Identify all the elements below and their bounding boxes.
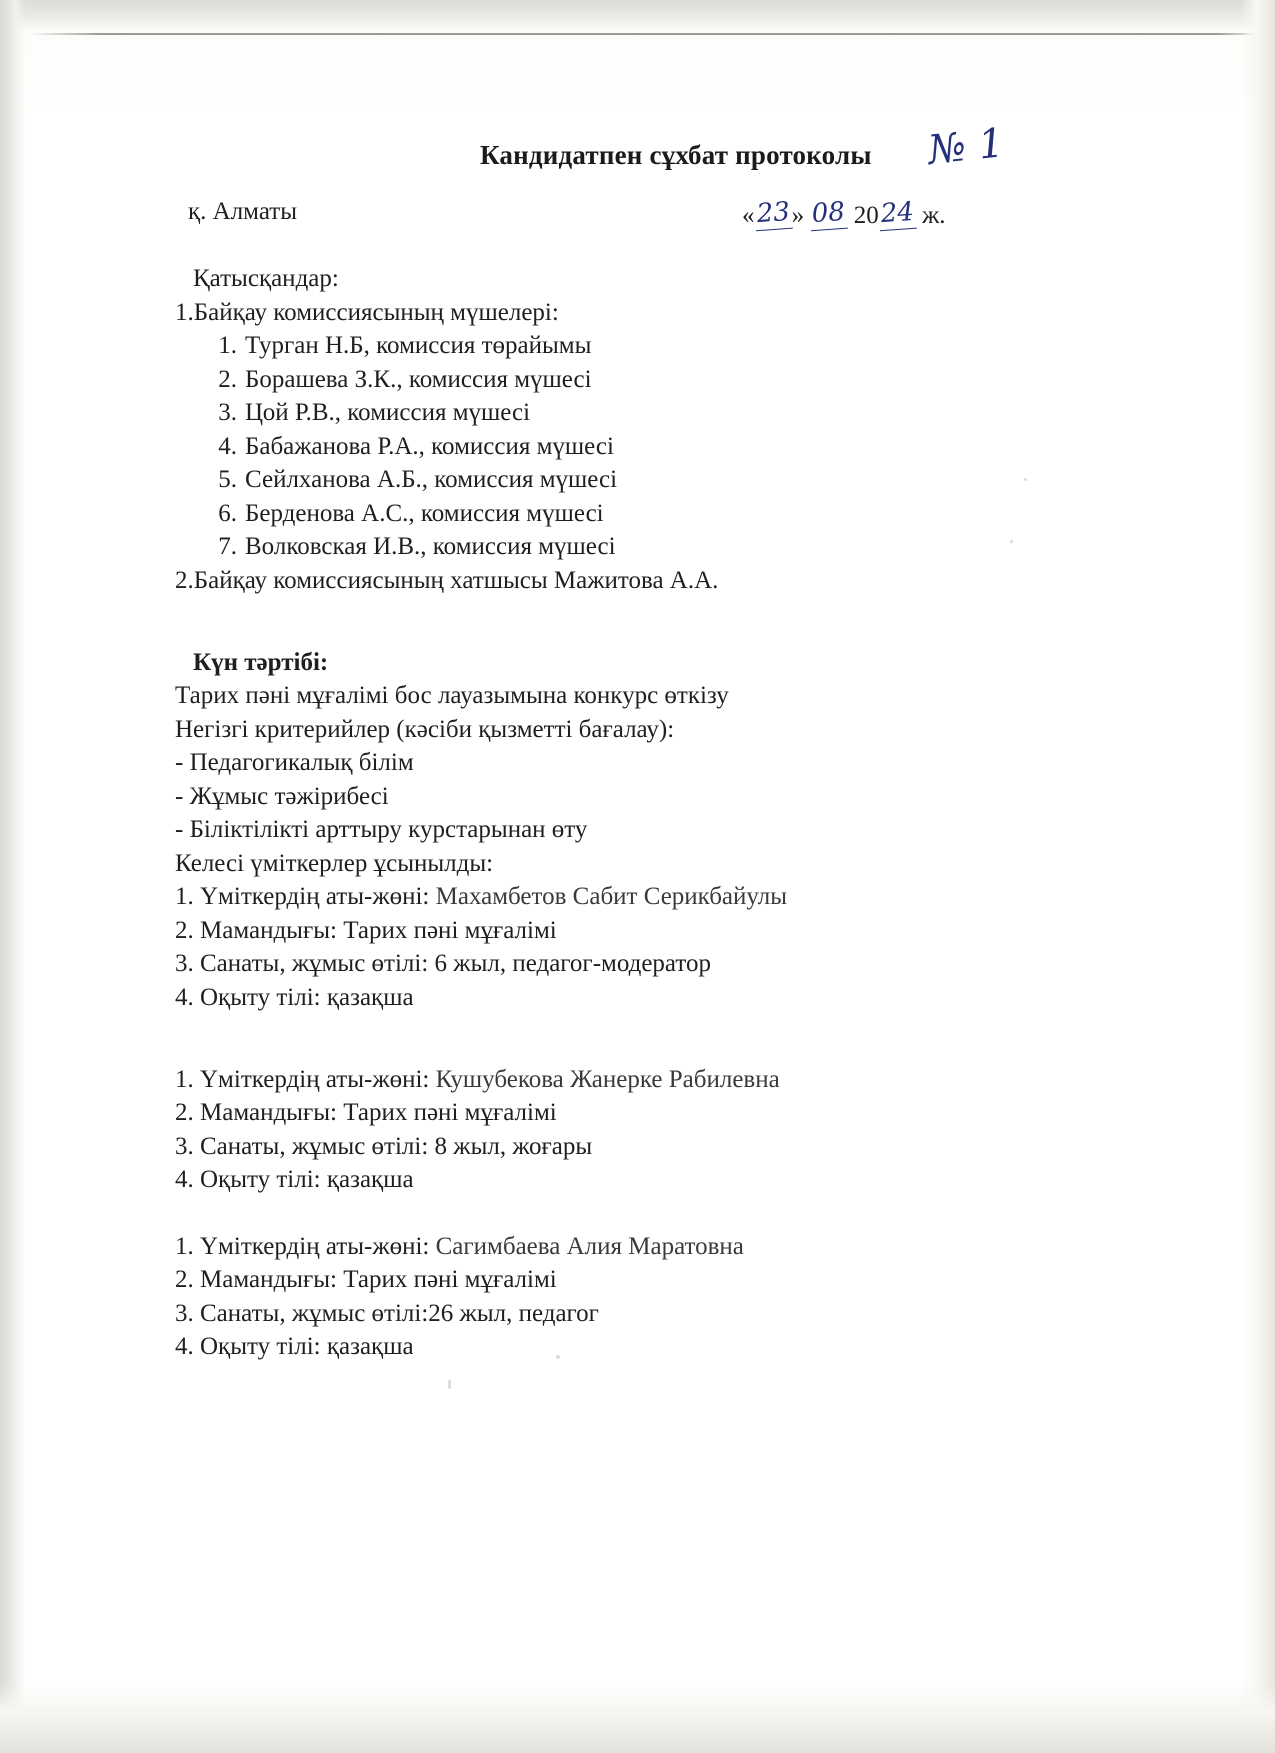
date-month-handwritten: 08 xyxy=(809,197,848,232)
candidate-name-line xyxy=(175,1230,1075,1264)
agenda-heading: Күн тәртібі: xyxy=(193,648,329,676)
list-item-number: 4. xyxy=(218,432,237,460)
candidate-specialty-line: 2. Мамандығы: Тарих пәні мұғалімі xyxy=(175,1099,557,1126)
criteria-item: - Жұмыс тәжірибесі xyxy=(175,782,389,810)
list-item-number: 6. xyxy=(218,499,237,527)
list-item-label: Бабажанова Р.А., комиссия мүшесі xyxy=(245,432,614,460)
page-title: Кандидатпен сұхбат протоколы xyxy=(480,140,872,170)
list-item-number: 2. xyxy=(218,365,237,393)
list-item-label: Турган Н.Б, комиссия төрайымы xyxy=(245,332,592,359)
candidates-intro-line: Келесі үміткерлер ұсынылды: xyxy=(175,849,494,877)
candidate-name-label: 1. Үміткердің аты-жөні: xyxy=(175,1232,430,1260)
list-item-number: 1. xyxy=(218,332,237,359)
list-item xyxy=(218,497,1075,531)
protocol-number-handwritten: № 1 xyxy=(925,120,1007,174)
list-item-label: Цой Р.В., комиссия мүшесі xyxy=(245,399,531,426)
list-item-label: Волковская И.В., комиссия мүшесі xyxy=(245,533,616,560)
date-day-handwritten: 23 xyxy=(753,197,792,232)
list-item-number: 7. xyxy=(218,533,237,560)
city-line: қ. Алматы xyxy=(188,198,297,225)
candidate-language-line: 4. Оқыту тілі: қазақша xyxy=(175,1166,414,1193)
candidate-name-line xyxy=(175,1063,1075,1097)
date-year-prefix: 20 xyxy=(853,202,879,229)
candidate-name-label: 1. Үміткердің аты-жөні: xyxy=(175,883,430,910)
list-item-number: 3. xyxy=(218,399,237,426)
date-year-mark: ж. xyxy=(922,202,946,229)
list-item xyxy=(218,463,1075,497)
list-item xyxy=(218,430,1075,464)
candidate-name-value: Кушубекова Жанерке Рабилевна xyxy=(435,1065,780,1093)
participants-heading: Қатысқандар: xyxy=(193,265,339,292)
candidate-block-1 xyxy=(175,880,1075,1014)
participants-section xyxy=(175,262,1075,597)
candidate-block-spacer xyxy=(175,1029,1075,1063)
list-item-label: Сейлханова А.Б., комиссия мүшесі xyxy=(245,466,618,493)
agenda-subject-line: Тарих пәні мұғалімі бос лауазымына конкурс өткізу xyxy=(175,682,729,709)
date-open-quote: « xyxy=(742,202,755,229)
list-item xyxy=(218,329,1075,363)
commission-members-heading: 1.Байқау комиссиясының мүшелері: xyxy=(175,298,559,326)
candidate-block-spacer xyxy=(175,1196,1075,1230)
list-item-label: Борашева З.К., комиссия мүшесі xyxy=(245,365,592,393)
candidate-category-line: 3. Санаты, жұмыс өтілі: 8 жыл, жоғары xyxy=(175,1132,593,1160)
date-close-quote: » xyxy=(791,202,805,229)
agenda-criteria-heading: Негізгі критерийлер (кәсіби қызметті бағалау): xyxy=(175,715,675,743)
commission-members-list xyxy=(175,329,1075,564)
candidate-name-value: Сагимбаева Алия Маратовна xyxy=(435,1232,744,1260)
candidate-name-line xyxy=(175,880,1075,914)
candidate-specialty-line: 2. Мамандығы: Тарих пәні мұғалімі xyxy=(175,1266,557,1293)
date-line xyxy=(742,196,946,232)
candidate-name-value: Махамбетов Сабит Серикбайулы xyxy=(435,883,788,910)
list-item xyxy=(218,363,1075,397)
candidate-category-line: 3. Санаты, жұмыс өтілі:26 жыл, педагог xyxy=(175,1299,599,1327)
candidate-block-2 xyxy=(175,1029,1075,1197)
candidate-language-line: 4. Оқыту тілі: қазақша xyxy=(175,983,414,1011)
date-year-suffix-handwritten: 24 xyxy=(877,197,916,232)
agenda-spacer xyxy=(175,612,1075,646)
criteria-item: - Педагогикалық білім xyxy=(175,749,414,776)
candidate-specialty-line: 2. Мамандығы: Тарих пәні мұғалімі xyxy=(175,916,557,944)
list-item xyxy=(218,396,1075,430)
candidate-category-line: 3. Санаты, жұмыс өтілі: 6 жыл, педагог-модератор xyxy=(175,950,711,977)
list-item-label: Берденова А.С., комиссия мүшесі xyxy=(245,499,604,527)
candidate-language-line: 4. Оқыту тілі: қазақша xyxy=(175,1333,414,1360)
candidate-name-label: 1. Үміткердің аты-жөні: xyxy=(175,1065,430,1093)
list-item xyxy=(218,530,1075,564)
criteria-item: - Біліктілікті арттыру курстарынан өту xyxy=(175,816,588,843)
candidate-block-3 xyxy=(175,1196,1075,1364)
commission-secretary-line: 2.Байқау комиссиясының хатшысы Мажитова А.А. xyxy=(175,566,719,594)
agenda-section xyxy=(175,612,1075,880)
list-item-number: 5. xyxy=(218,466,237,493)
